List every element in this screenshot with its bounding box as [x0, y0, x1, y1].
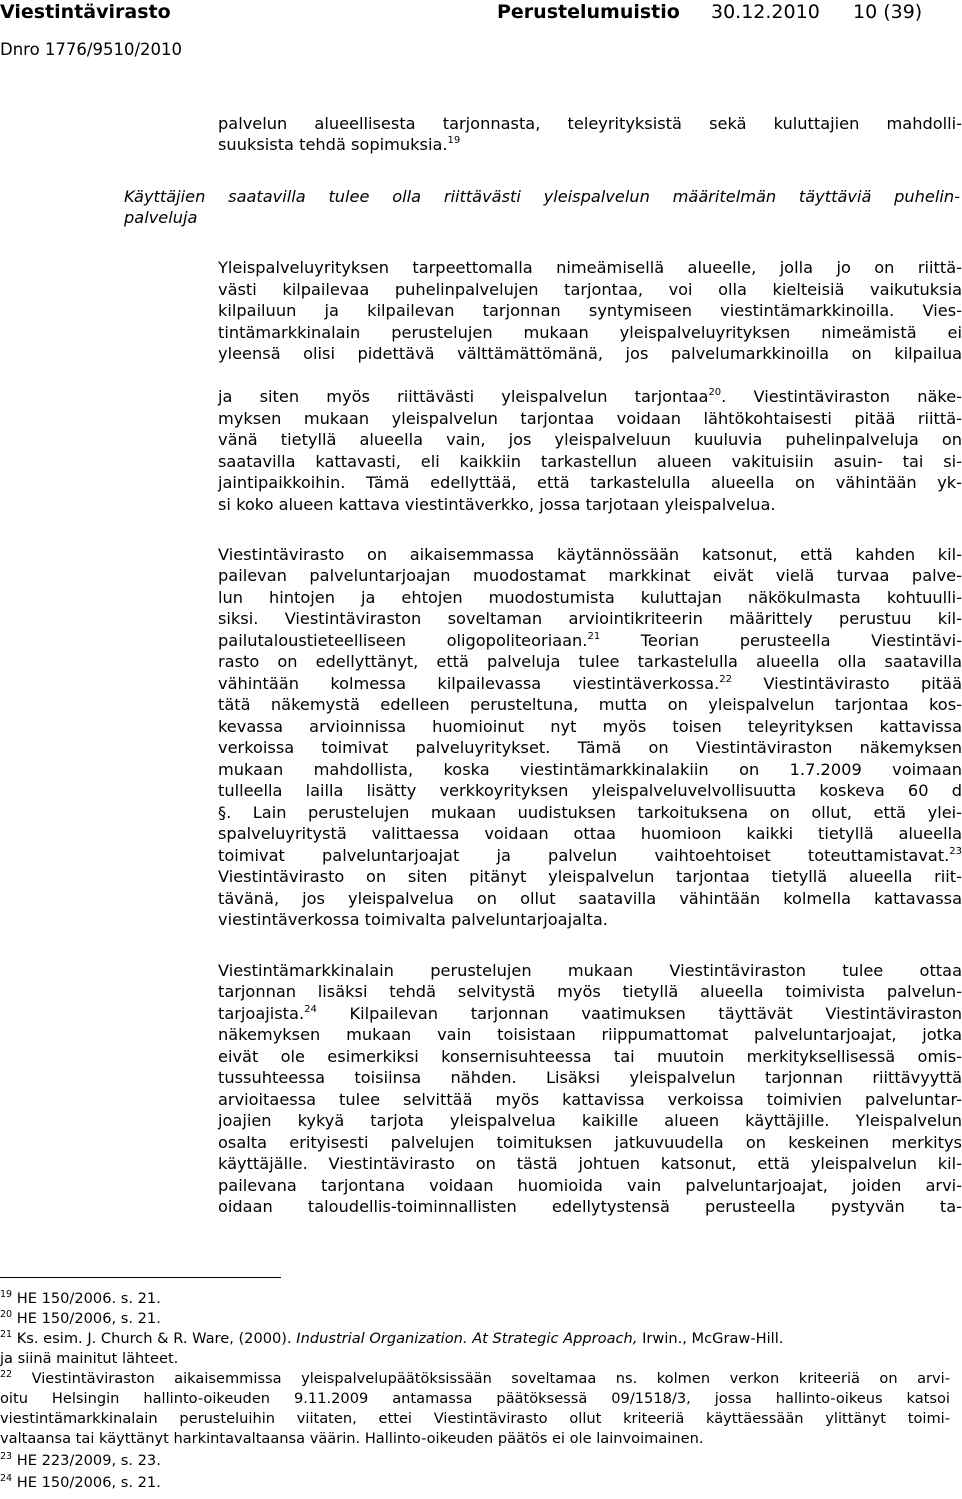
paragraph-line: kevassa arvioinnissa huomioinut nyt myös toisen teleyrityksen kattavissa — [218, 717, 962, 736]
paragraph-line: tävänä, jos yleispalvelua on ollut saatavilla vähintään kolmella kattavassa — [218, 889, 962, 908]
footnote-ref: 20 — [708, 387, 722, 398]
paragraph-line: arvioitaessa tulee selvittää myös kattavissa verkoissa toimivien palveluntar- — [218, 1090, 962, 1109]
footnote-ref: 21 — [587, 631, 601, 642]
paragraph-line: joajien kykyä tarjota yleispalvelua kaikille alueen käyttäjille. Yleispalvelun — [218, 1111, 962, 1130]
footnote-ref: 23 — [949, 846, 962, 857]
footnote-21: $^{21}$ Ks. esim. J. Church & R. Ware, (2000). Industrial Organization. At Strategic Approach, Irwin., McGraw-Hill. — [0, 1329, 784, 1347]
paragraph-line: jaintipaikkoihin. Tämä edellyttää, että tarkastelulla alueella on vähintään yk- — [218, 473, 962, 492]
paragraph-line: tarjonnan lisäksi tehdä selvitystä myös tietyllä alueella toimivista palvelun- — [218, 982, 962, 1001]
paragraph-line: tulleella lailla lisätty verkkoyrityksen yleispalveluvelvollisuutta koskeva 60 d — [218, 781, 962, 800]
page-header — [0, 0, 960, 24]
paragraph-line: pailutaloustieteelliseen oligopoliteoriaan.$^{21}$ Teorian perusteella Viestintävi- — [218, 631, 962, 650]
paragraph-line: viestintäverkossa toimivalta palveluntarjoajalta. — [218, 910, 608, 929]
paragraph-line: saatavilla kattavasti, eli kaikkiin tarkastellun alueen vakituisiin asuin- tai si- — [218, 452, 962, 471]
paragraph-line: tarjoajista.$^{24}$ Kilpailevan tarjonnan vaatimuksen täyttävät Viestintäviraston — [218, 1004, 962, 1023]
footnote-20: $^{20}$ HE 150/2006, s. 21. — [0, 1309, 161, 1327]
paragraph-line: tussuhteessa toisiinsa nähden. Lisäksi yleispalvelun tarjonnan riittävyyttä — [218, 1068, 962, 1087]
section-heading-line: Käyttäjien saatavilla tulee olla riittävästi yleispalvelun määritelmän täyttäviä puhelin- — [124, 187, 960, 206]
paragraph-line: näkemyksen mukaan vain toisistaan riippumattomat palveluntarjoajat, jotka — [218, 1025, 962, 1044]
paragraph-line: vähintään kolmessa kilpailevassa viestintäverkossa.$^{22}$ Viestintävirasto pitää — [218, 674, 962, 693]
footnote-ref: 24 — [304, 1004, 317, 1015]
paragraph-line: myksen mukaan yleispalvelun tarjontaa voidaan lähtökohtaisesti pitää riittä- — [218, 409, 962, 428]
paragraph-line: tintämarkkinalain perustelujen mukaan yleispalveluyrityksen nimeämistä ei — [218, 323, 962, 342]
paragraph-line: siksi. Viestintäviraston soveltaman arviointikriteerin määrittely perustuu kil- — [218, 609, 962, 628]
paragraph-line: mukaan mahdollista, koska viestintämarkkinalakiin on 1.7.2009 voimaan — [218, 760, 962, 779]
paragraph-line: tätä näkemystä edelleen perusteltuna, mutta on yleispalvelun tarjontaa kos- — [218, 695, 962, 714]
intro-line: suuksista tehdä sopimuksia.$^{19}$ — [218, 135, 461, 154]
header-page-number: 10 (39) — [853, 1, 923, 23]
paragraph-line: si koko alueen kattava viestintäverkko, jossa tarjotaan yleispalvelua. — [218, 495, 776, 514]
footnote-ref: 19 — [447, 135, 461, 146]
paragraph-line: osalta erityisesti palvelujen toimituksen jatkuvuudella on keskeinen merkitys — [218, 1133, 962, 1152]
footnote-24: $^{24}$ HE 150/2006, s. 21. — [0, 1473, 161, 1491]
paragraph-line: eivät ole esimerkiksi konsernisuhteessa tai muutoin merkityksellisessä omis- — [218, 1047, 962, 1066]
paragraph-line: §. Lain perustelujen mukaan uudistuksen tarkoituksena on ollut, että ylei- — [218, 803, 962, 822]
paragraph-line: käyttäjälle. Viestintävirasto on tästä johtuen katsonut, että yleispalvelun kil- — [218, 1154, 962, 1173]
paragraph-line: ja siten myös riittävästi yleispalvelun tarjontaa$^{20}$. Viestintäviraston näke- — [218, 387, 962, 406]
footnote-22-cont: oitu Helsingin hallinto-oikeuden 9.11.2009 antamassa päätöksessä 09/1518/3, jossa hallinto-oikeus katsoi — [0, 1390, 950, 1407]
footnote-22-cont: viestintämarkkinalain perusteluihin viitaten, ettei Viestintävirasto ollut kriteeriä käyttäessään ylittänyt toimi- — [0, 1410, 950, 1427]
paragraph-line: vänä tietyllä alueella vain, jos yleispalveluun kuuluvia puhelinpalveluja on — [218, 430, 962, 449]
paragraph-line: Yleispalveluyrityksen tarpeettomalla nimeämisellä alueelle, jolla jo on riittä- — [218, 258, 962, 277]
paragraph-line: Viestintävirasto on siten pitänyt yleispalvelun tarjontaa tietyllä alueella riit- — [218, 867, 962, 886]
paragraph-line: verkoissa toimivat palveluyritykset. Tämä on Viestintäviraston näkemyksen — [218, 738, 962, 757]
header-organization: Viestintävirasto — [0, 1, 171, 23]
header-dnro: Dnro 1776/9510/2010 — [0, 40, 183, 59]
header-doc-type: Perustelumuistio — [497, 1, 680, 23]
paragraph-line: kilpailuun ja kilpailevan tarjonnan syntymiseen viestintämarkkinoilla. Vies- — [218, 301, 962, 320]
footnote-22: $^{22}$ Viestintäviraston aikaisemmissa yleispalvelupäätöksissään soveltamaa ns. kolmen verkon kriteeriä on arvi- — [0, 1369, 950, 1387]
paragraph-line: lun hintojen ja ehtojen muodostumista kuluttajan näkökulmasta kohtuulli- — [218, 588, 962, 607]
paragraph-line: rasto on edellyttänyt, että palveluja tulee tarkastelulla alueella olla saatavilla — [218, 652, 962, 671]
paragraph-line: toimivat palveluntarjoajat ja palvelun vaihtoehtoiset toteuttamistavat.$^{23}$ — [218, 846, 962, 865]
footnote-21-cont: ja siinä mainitut lähteet. — [0, 1350, 179, 1367]
paragraph-line: pailevan palveluntarjoajan muodostamat markkinat eivät vielä turvaa palve- — [218, 566, 962, 585]
footnote-22-cont: valtaansa tai käyttänyt harkintavaltaansa väärin. Hallinto-oikeuden päätös ei ole lainvoimainen. — [0, 1430, 704, 1447]
header-date: 30.12.2010 — [711, 1, 820, 23]
section-heading-line: palveluja — [124, 208, 198, 227]
paragraph-line: yleensä olisi pidettävä välttämättömänä, jos palvelumarkkinoilla on kilpailua — [218, 344, 962, 363]
paragraph-line: spalveluyritystä valittaessa voidaan ottaa huomioon kaikki tietyllä alueella — [218, 824, 962, 843]
paragraph-line: Viestintämarkkinalain perustelujen mukaan Viestintäviraston tulee ottaa — [218, 961, 962, 980]
paragraph-line: västi kilpailevaa puhelinpalvelujen tarjontaa, voi olla kielteisiä vaikutuksia — [218, 280, 962, 299]
paragraph-line: oidaan taloudellis-toiminnallisten edellytystensä perusteella pystyvän ta- — [218, 1197, 962, 1216]
intro-line: palvelun alueellisesta tarjonnasta, teleyrityksistä sekä kuluttajien mahdolli- — [218, 114, 962, 133]
footnote-23: $^{23}$ HE 223/2009, s. 23. — [0, 1451, 161, 1469]
paragraph-line: Viestintävirasto on aikaisemmassa käytännössään katsonut, että kahden kil- — [218, 545, 962, 564]
footnote-separator — [0, 1277, 281, 1278]
footnote-19: $^{19}$ HE 150/2006. s. 21. — [0, 1289, 161, 1307]
paragraph-line: pailevana tarjontana voidaan huomioida vain palveluntarjoajat, joiden arvi- — [218, 1176, 962, 1195]
footnote-ref: 22 — [719, 674, 732, 685]
